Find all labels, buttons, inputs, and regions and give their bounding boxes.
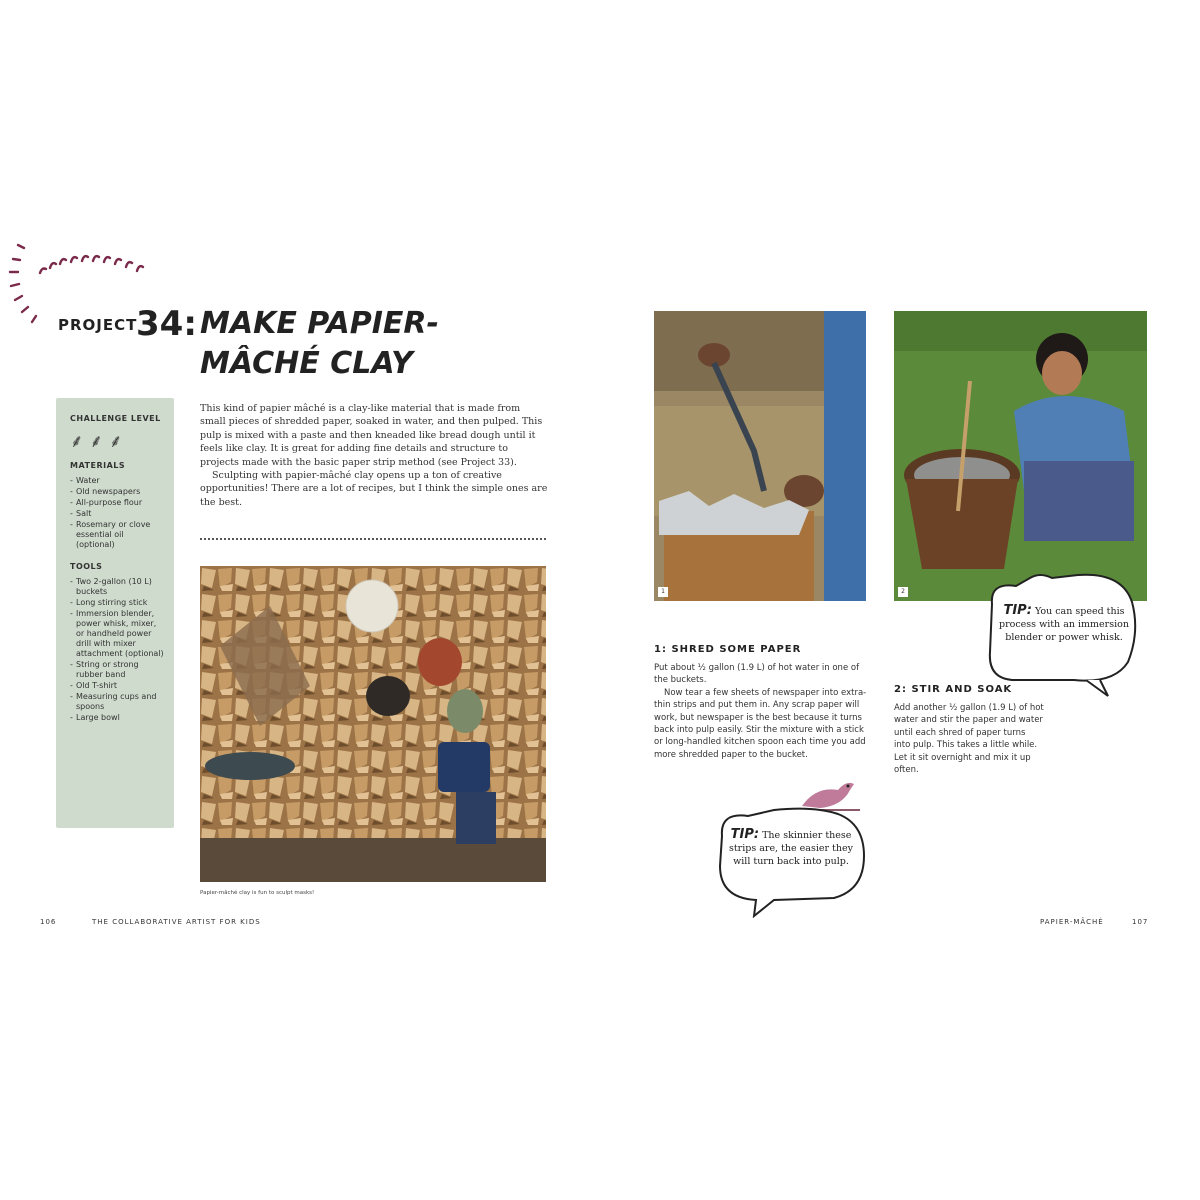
challenge-heading: CHALLENGE LEVEL xyxy=(70,414,161,423)
tip-text: You can speed this process with an immersion blender or power whisk. xyxy=(999,606,1129,643)
list-item: - Measuring cups and spoons xyxy=(70,692,164,712)
running-title-left: THE COLLABORATIVE ARTIST FOR KIDS xyxy=(92,918,261,926)
materials-sidebar xyxy=(56,398,174,828)
page-number-left: 106 xyxy=(40,918,57,926)
step-2-heading: 2: STIR AND SOAK xyxy=(894,684,1013,695)
step-2-paragraph-1: Add another ½ gallon (1.9 L) of hot water and stir the paper and water until each shred of paper turns into pulp. This takes a little while. Let it sit overnight and mix it up often. xyxy=(894,703,1044,776)
project-label: PROJECT xyxy=(58,316,138,334)
list-item: - All-purpose flour xyxy=(70,498,164,508)
list-item: - Two 2-gallon (10 L) buckets xyxy=(70,577,164,597)
list-item: - Immersion blender, power whisk, mixer, or handheld power drill with mixer attachment (optional) xyxy=(70,609,164,659)
list-item: - String or strong rubber band xyxy=(70,660,164,680)
intro-text xyxy=(200,402,548,509)
page-number-right: 107 xyxy=(1132,918,1149,926)
step-2-text xyxy=(894,702,1044,776)
step-1-text xyxy=(654,662,868,761)
photo-caption: Papier-mâché clay is fun to sculpt masks! xyxy=(200,890,315,896)
tools-heading: TOOLS xyxy=(70,562,103,571)
step-1-paragraph-2: Now tear a few sheets of newspaper into extra-thin strips and put them in. Any scrap paper will work, but newspaper is the best because it turns back into pulp easily. Stir the mixture with a stick or long-handled kitchen spoon each time you add more shredded paper to the bucket. xyxy=(654,687,867,760)
tools-list xyxy=(70,577,164,723)
intro-paragraph-1: This kind of papier mâché is a clay-like material that is made from small pieces of shredded paper, soaked in water, and then pulped. This pulp is mixed with a paste and then kneaded like bread dough until it feels like clay. It is great for adding fine details and structure to projects made with the basic paper strip method (see Project 33). xyxy=(200,403,543,468)
dotted-divider xyxy=(200,534,546,540)
intro-paragraph-2: Sculpting with papier-mâché clay opens up a ton of creative opportunities! There are a lot of recipes, but I think the simple ones are the best. xyxy=(200,470,548,508)
photo-step-number: 2 xyxy=(898,587,908,597)
tip-text: The skinnier these strips are, the easier they will turn back into pulp. xyxy=(728,830,853,867)
page-title: MAKE PAPIER-MÂCHÉ CLAY xyxy=(200,306,439,381)
list-item: - Long stirring stick xyxy=(70,598,164,608)
list-item: - Old T-shirt xyxy=(70,681,164,691)
woodpile-masks-photo xyxy=(200,566,546,882)
tip-label: TIP: xyxy=(1003,603,1032,618)
step-1-paragraph-1: Put about ½ gallon (1.9 L) of hot water in one of the buckets. xyxy=(654,663,860,686)
list-item: - Water xyxy=(70,476,164,486)
stir-soak-photo xyxy=(894,311,1147,601)
list-item: - Rosemary or clove essential oil (optional) xyxy=(70,520,164,550)
list-item: - Salt xyxy=(70,509,164,519)
tip-bubble-2 xyxy=(726,828,856,868)
list-item: - Old newspapers xyxy=(70,487,164,497)
tip-label: TIP: xyxy=(730,827,760,842)
shred-paper-photo xyxy=(654,311,866,601)
challenge-level-icon: ⸙⸙⸙ xyxy=(70,431,129,452)
running-title-right: PAPIER-MÂCHÉ xyxy=(1040,918,1104,926)
materials-list xyxy=(70,476,164,550)
project-number: 34: xyxy=(136,304,197,344)
list-item: - Large bowl xyxy=(70,713,164,723)
step-1-heading: 1: SHRED SOME PAPER xyxy=(654,644,802,655)
tip-bubble-1 xyxy=(994,604,1134,644)
photo-step-number: 1 xyxy=(658,587,668,597)
materials-heading: MATERIALS xyxy=(70,461,126,470)
